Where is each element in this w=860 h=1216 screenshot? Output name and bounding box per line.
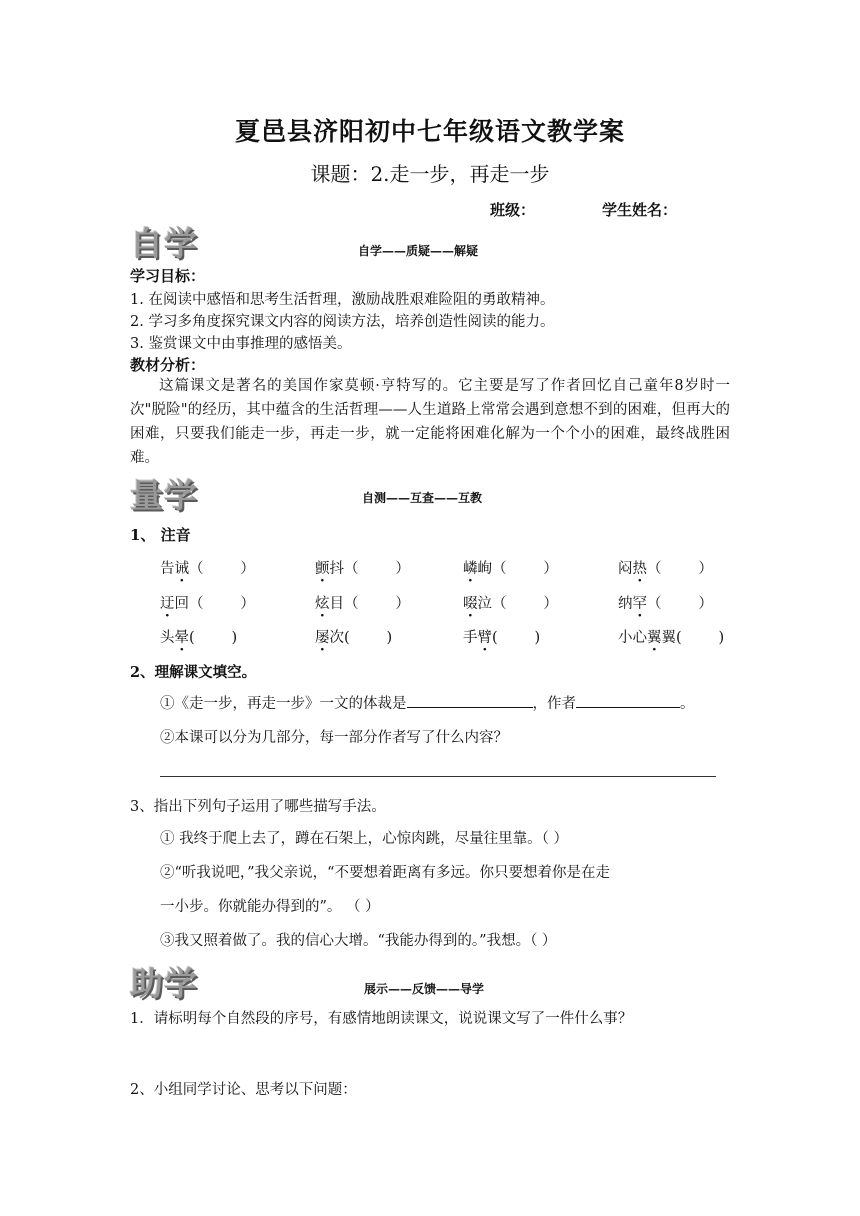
pinyin-item bbox=[315, 592, 410, 613]
goals-heading: 学习目标： bbox=[130, 267, 206, 285]
pinyin-answer-blank[interactable]: 峋（ ） bbox=[477, 561, 558, 577]
pinyin-target-char: 炫 bbox=[315, 596, 330, 612]
pinyin-item bbox=[315, 557, 410, 578]
pinyin-target-char: 迂 bbox=[160, 596, 175, 612]
zhuxue-item-1: 1．请标明每个自然段的序号，有感情地朗读课文，说说课文写了一件什么事？ bbox=[130, 1011, 633, 1027]
pinyin-item bbox=[160, 626, 237, 647]
pinyin-target-char: 嶙 bbox=[463, 561, 478, 577]
pinyin-word-pre: 告 bbox=[160, 561, 175, 577]
pinyin-target-char: 颤 bbox=[315, 561, 330, 577]
pinyin-item bbox=[618, 626, 724, 647]
pinyin-word-pre: 纳 bbox=[618, 596, 633, 612]
section-subheading-liangxue: 自测——互查——互教 bbox=[362, 491, 483, 505]
genre-blank[interactable] bbox=[407, 693, 533, 708]
pinyin-answer-blank[interactable]: （ ） bbox=[647, 561, 713, 577]
goal-item: 2. 学习多角度探究课文内容的阅读方法，培养创造性阅读的能力。 bbox=[130, 314, 555, 330]
pinyin-item bbox=[618, 592, 713, 613]
pinyin-item bbox=[160, 592, 255, 613]
pinyin-target-char: 翼 bbox=[647, 630, 662, 646]
section-art-liangxue: 量学 bbox=[130, 476, 198, 515]
pinyin-item bbox=[463, 592, 558, 613]
pinyin-item bbox=[315, 626, 392, 647]
pinyin-target-char: 晕 bbox=[174, 630, 189, 646]
section-art-zhuxue: 助学 bbox=[130, 964, 198, 1003]
pinyin-answer-blank[interactable]: 回（ ） bbox=[174, 596, 255, 612]
section-subheading-zhuxue: 展示——反馈——导学 bbox=[364, 982, 485, 996]
q2-item1-text-a: ①《走一步，再走一步》一文的体裁是 bbox=[160, 696, 407, 712]
pinyin-word-pre: 头 bbox=[160, 630, 175, 646]
pinyin-answer-blank[interactable]: 翼( ) bbox=[661, 630, 725, 646]
pinyin-target-char: 臂 bbox=[477, 630, 492, 646]
goal-item: 3. 鉴赏课文中由事推理的感悟美。 bbox=[130, 336, 352, 352]
pinyin-answer-blank[interactable]: 泣（ ） bbox=[477, 596, 558, 612]
lesson-subtitle: 课题：2.走一步，再走一步 bbox=[310, 162, 550, 186]
pinyin-answer-blank[interactable]: 目（ ） bbox=[329, 596, 410, 612]
pinyin-answer-blank[interactable]: （ ） bbox=[189, 561, 255, 577]
q2-item1-text-b: ，作者 bbox=[532, 696, 576, 712]
pinyin-item bbox=[618, 557, 713, 578]
pinyin-word-pre: 小心 bbox=[618, 630, 647, 646]
pinyin-word-pre: 手 bbox=[463, 630, 478, 646]
document-title: 夏邑县济阳初中七年级语文教学案 bbox=[234, 117, 625, 146]
student-name-label: 学生姓名： bbox=[602, 201, 678, 219]
q2-item1-text-c: 。 bbox=[680, 696, 695, 712]
question-3-item-2-cont: 一小步。你就能办得到的”。 （ ） bbox=[160, 899, 380, 915]
pinyin-answer-blank[interactable]: ( ) bbox=[189, 630, 238, 646]
pinyin-target-char: 罕 bbox=[632, 596, 647, 612]
question-2-label: 2、理解课文填空。 bbox=[130, 664, 257, 681]
pinyin-target-char: 屡 bbox=[315, 630, 330, 646]
analysis-heading: 教材分析： bbox=[130, 356, 206, 374]
pinyin-target-char: 啜 bbox=[463, 596, 478, 612]
author-blank[interactable] bbox=[576, 693, 680, 708]
pinyin-word-pre: 闷 bbox=[618, 561, 633, 577]
pinyin-answer-blank[interactable]: 抖（ ） bbox=[329, 561, 410, 577]
question-3-label: 3、指出下列句子运用了哪些描写手法。 bbox=[130, 799, 386, 815]
class-label: 班级： bbox=[490, 201, 536, 219]
analysis-paragraph: 这篇课文是著名的美国作家莫顿·亨特写的。它主要是写了作者回忆自己童年8岁时一次"脱险"的经历，其中蕴含的生活哲理——人生道路上常常会遇到意想不到的困难，但再大的困难，只要我们能走一步，再走一步，就一定能将困难化解为一个个小的困难，最终战胜困难。 bbox=[130, 378, 730, 466]
question-2-item-1 bbox=[160, 692, 695, 713]
pinyin-item bbox=[463, 557, 558, 578]
answer-line[interactable] bbox=[160, 776, 716, 777]
pinyin-item bbox=[160, 557, 255, 578]
question-3-item-2: ②“听我说吧，”我父亲说，“不要想着距离有多远。你只要想着你是在走 bbox=[160, 865, 610, 881]
section-subheading-zixue: 自学——质疑——解疑 bbox=[358, 244, 479, 258]
zhuxue-item-2: 2、小组同学讨论、思考以下问题： bbox=[130, 1082, 357, 1098]
pinyin-item bbox=[463, 626, 540, 647]
pinyin-answer-blank[interactable]: （ ） bbox=[647, 596, 713, 612]
goal-item: 1. 在阅读中感悟和思考生活哲理，激励战胜艰难险阻的勇敢精神。 bbox=[130, 292, 555, 308]
pinyin-target-char: 诫 bbox=[174, 561, 189, 577]
pinyin-answer-blank[interactable]: 次( ) bbox=[329, 630, 393, 646]
pinyin-target-char: 热 bbox=[632, 561, 647, 577]
question-1-label: 1、 注音 bbox=[130, 526, 191, 544]
question-3-item-3: ③我又照着做了。我的信心大增。“我能办得到的。”我想。（ ） bbox=[160, 933, 557, 949]
section-art-zixue: 自学 bbox=[130, 224, 198, 263]
pinyin-answer-blank[interactable]: ( ) bbox=[492, 630, 541, 646]
question-2-item-2: ②本课可以分为几部分，每一部分作者写了什么内容？ bbox=[160, 730, 508, 746]
question-3-item-1: ① 我终于爬上去了，蹲在石架上，心惊肉跳，尽量往里靠。（ ） bbox=[160, 831, 568, 847]
